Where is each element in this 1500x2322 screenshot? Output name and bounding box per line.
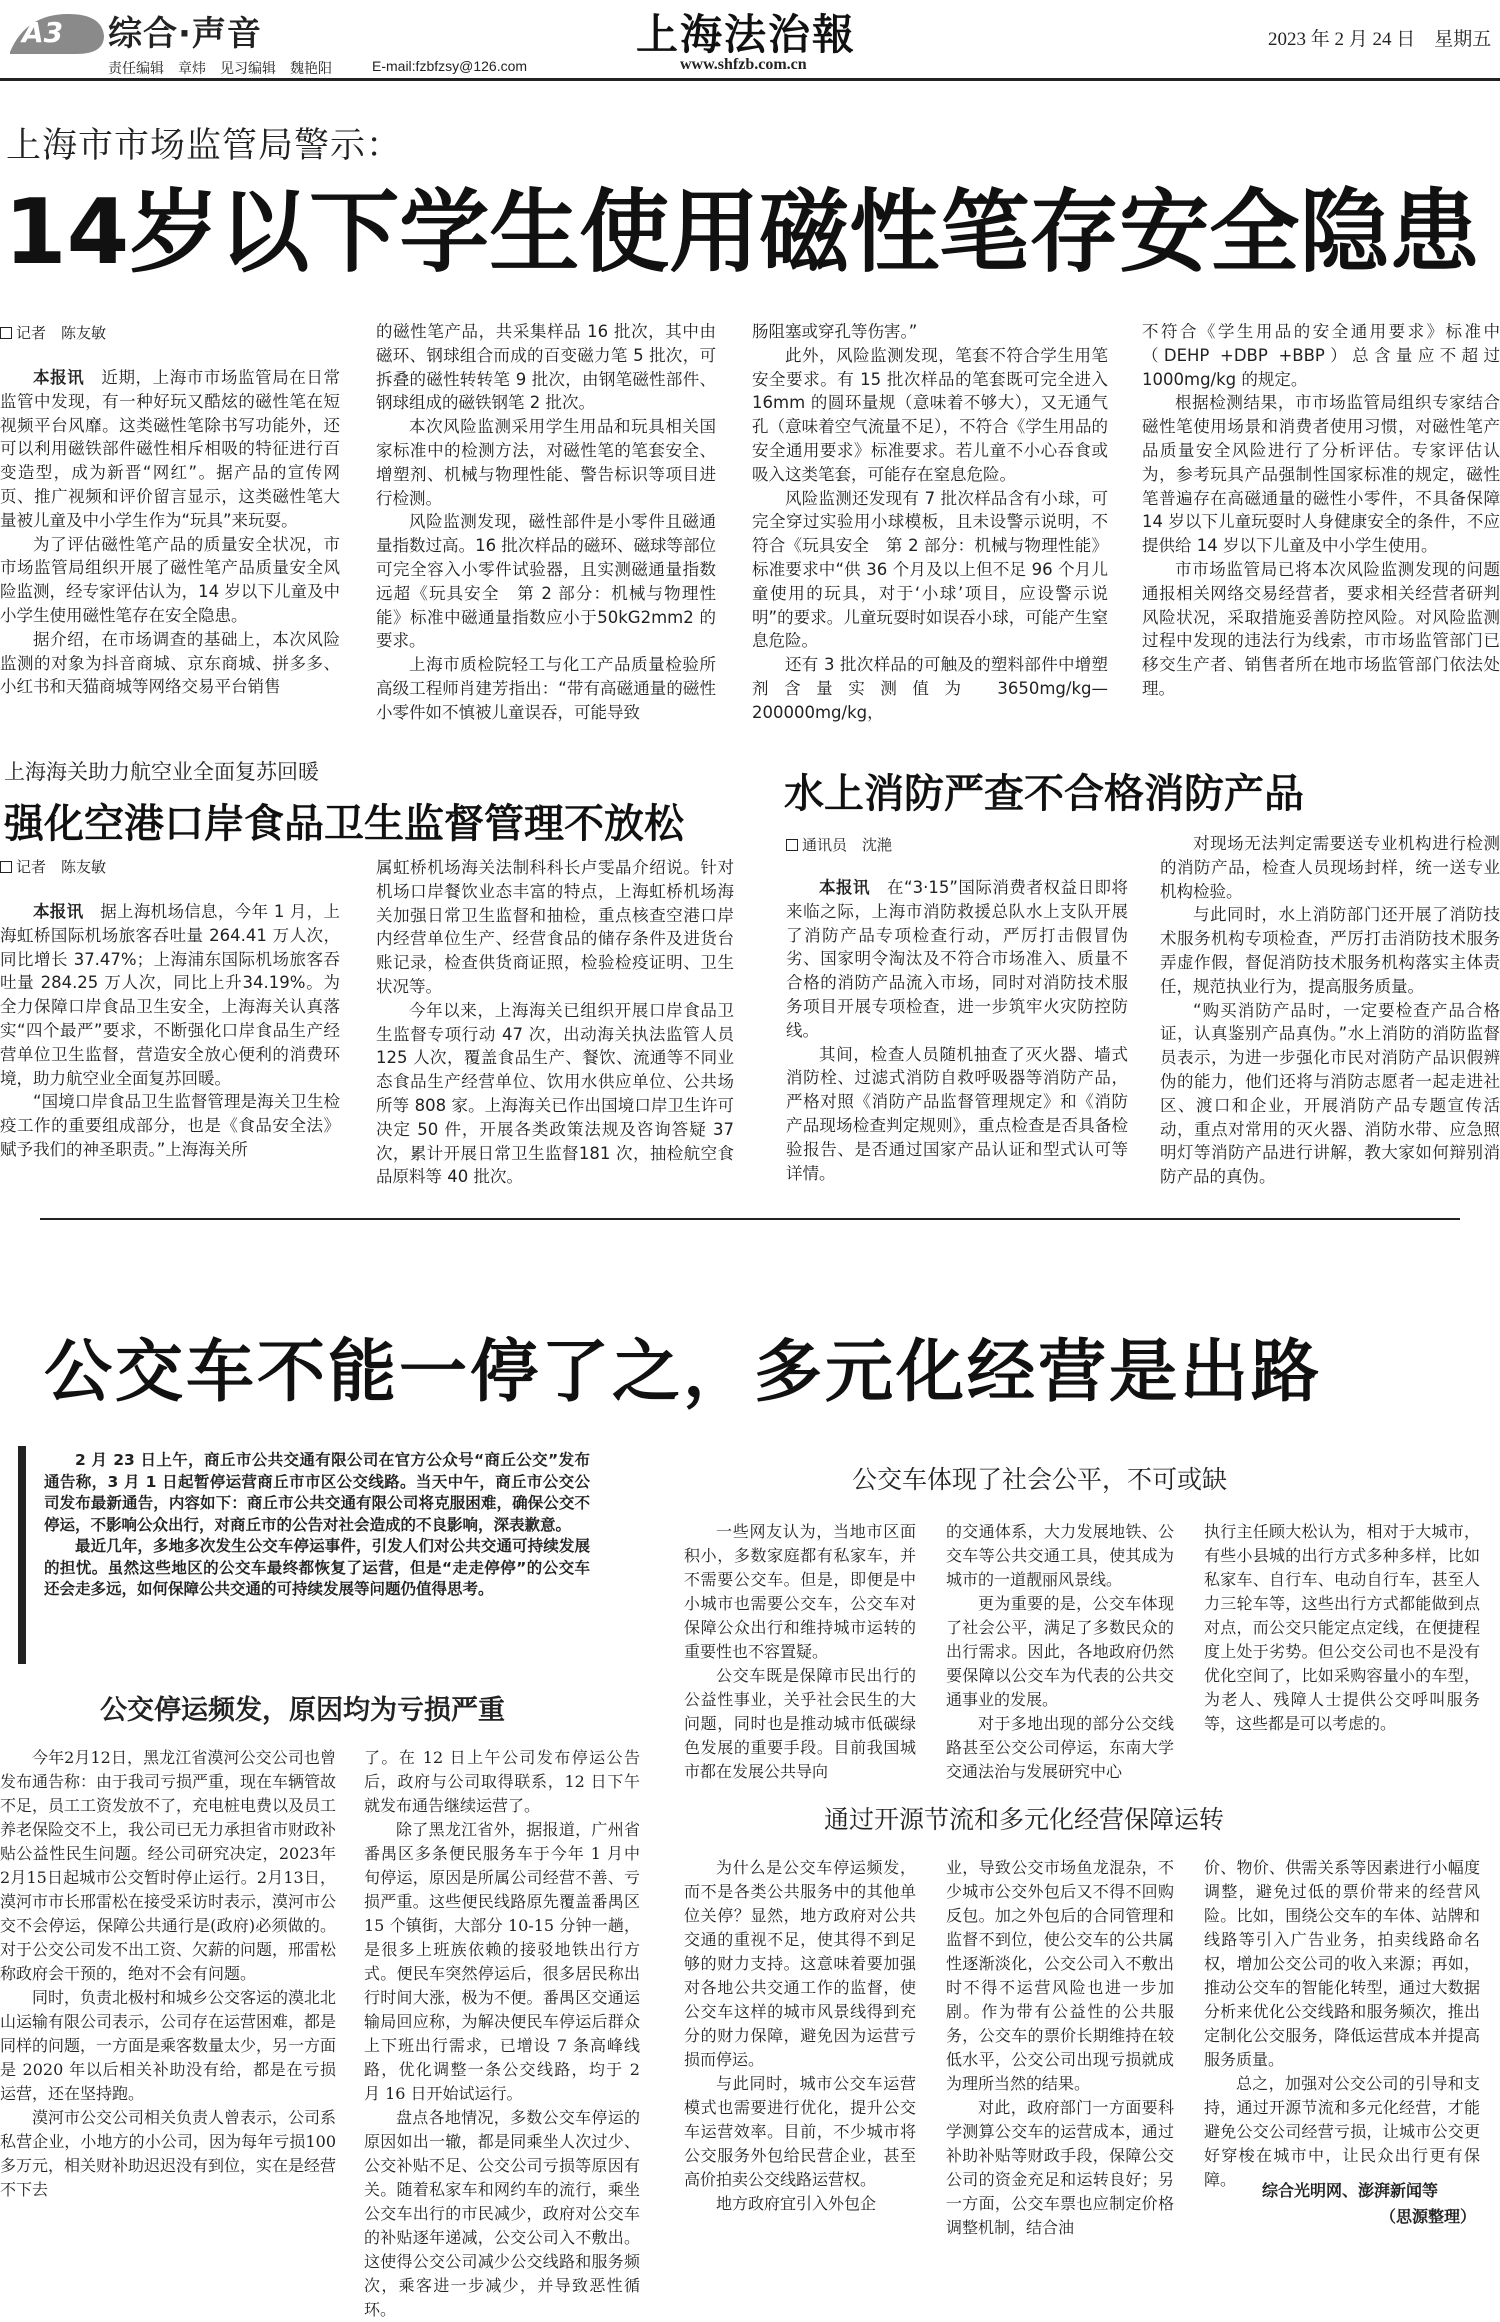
editors: 责任编辑 章炜 见习编辑 魏艳阳 xyxy=(108,61,332,77)
article2-headline: 强化空港口岸食品卫生监督管理不放松 xyxy=(4,801,684,847)
issue-date: 2023 年 2 月 24 日 星期五 xyxy=(1268,29,1492,50)
article4-source: 综合光明网、澎湃新闻等 xyxy=(1262,2181,1439,2200)
page-number: A3 xyxy=(22,16,64,49)
sub3-col1 xyxy=(684,1856,916,2229)
masthead-rule xyxy=(0,78,1500,81)
paragraph-text: 在“3·15”国际消费者权益日即将来临之际，上海市消防救援总队水上支队开展了消防产品专项检查行动，严厉打击假冒伪劣、国家明令淘汰及不符合市场准入、质量不合格的消防产品流入市场，同时对消防技术服务项目开展专项检查，进一步筑牢火灾防控防线。 xyxy=(786,878,1128,1040)
summary-paragraph: 2 月 23 日上午，商丘市公共交通有限公司在官方公众号“商丘公交”发布通告称，3 月 1 日起暂停运营商丘市市区公交线路。当天中午，商丘市公交公司发布最新通告，内容如下：商丘市公共交通有限公司将克服困难，确保公交不停运，不影响公众出行，对商丘市的公告对社会造成的不良影响，深表歉意。 xyxy=(44,1451,590,1534)
paragraph: 的磁性笔产品，共采集样品 16 批次，其中由磁环、钢球组合而成的百变磁力笔 5 批次，可拆叠的磁性转转笔 9 批次，由钢笔磁性部件、钢球组成的磁铁钢笔 2 批次。 xyxy=(376,322,716,413)
paragraph: 盘点各地情况，多数公交车停运的原因如出一辙，都是同乘坐人次过少、公交补贴不足、公交公司亏损等原因有关。随着私家车和网约车的流行，乘坐公交车出行的市民减少，政府对公交车的补贴逐年递减，公交公司入不敷出。这使得公交公司减少公交线路和服务频次，乘客进一步减少，并导致恶性循环。 xyxy=(364,2108,640,2319)
byline-box-icon xyxy=(0,327,12,339)
byline-box-icon xyxy=(0,861,12,873)
paragraph: 与此同时，城市公交车运营模式也需要进行优化，提升公交车运营效率。目前，不少城市将公交服务外包给民营企业，甚至高价拍卖公交线路运营权。 xyxy=(684,2074,916,2189)
article3-col2 xyxy=(1160,832,1500,1187)
article2-col2 xyxy=(376,856,734,1187)
paragraph: 不符合《学生用品的安全通用要求》标准中（DEHP +DBP +BBP）总含量应不超过1000mg/kg 的规定。 xyxy=(1142,322,1500,389)
paragraph: 今年以来，上海海关已组织开展口岸食品卫生监督专项行动 47 次，出动海关执法监管人员 125 人次，覆盖食品生产、餐饮、流通等不同业态食品生产经营单位、饮用水供应单位、公共场所等 808 家。上海海关已作出国境口岸卫生许可决定 50 件，开展各类政策法规及咨询答疑 37 次，累计开展日常卫生监督181 次，抽检航空食品原料等 40 批次。 xyxy=(376,1000,734,1187)
paragraph: 风险监测发现，磁性部件是小零件且磁通量指数过高。16 批次样品的磁环、磁球等部位可完全容入小零件试验器，且实测磁通量指数远超《玩具安全 第 2 部分：机械与物理性能》标准中磁通量指数应小于50kG2mm2 的要求。 xyxy=(376,512,716,651)
sub2-col2 xyxy=(946,1520,1174,1781)
paragraph: 业，导致公交市场鱼龙混杂，不少城市公交外包后又不得不回购反包。加之外包后的合同管理和监督不到位，使公交车的公共属性逐渐淡化，公交公司入不敷出时不得不运营风险也进一步加剧。作为带有公益性的公共服务，公交车的票价长期维持在较低水平，公交公司出现亏损就成为理所当然的结果。 xyxy=(946,1858,1174,2093)
paragraph: 地方政府宜引入外包企 xyxy=(716,2194,877,2213)
website: www.shfzb.com.cn xyxy=(680,56,807,73)
paragraph: 肠阻塞或穿孔等伤害。” xyxy=(752,322,918,341)
article1-col1 xyxy=(0,366,340,726)
article4-source-editor: （思源整理） xyxy=(1380,2207,1477,2226)
paragraph: “购买消防产品时，一定要检查产品合格证，认真鉴别产品真伪。”水上消防的消防监督员表示，为进一步强化市民对消防产品识假辨伪的能力，他们还将与消防志愿者一起走进社区、渡口和企业，开展消防产品专题宣传活动，重点对常用的灭火器、消防水带、应急照明灯等消防产品进行讲解，教大家如何辩别消防产品的真伪。 xyxy=(1160,1000,1500,1187)
article1-col2 xyxy=(376,320,716,726)
article2-byline-text: 记者 陈友敏 xyxy=(16,858,107,876)
paragraph: 同时，负责北极村和城乡公交客运的漠北北山运输有限公司表示，公司存在运营困难，都是同样的问题，一方面是乘客数量太少，另一方面是 2020 年以后相关补助没有给，都是在亏损运营，还在坚持跑。 xyxy=(0,1988,337,2103)
paragraph: 对现场无法判定需要送专业机构进行检测的消防产品，检查人员现场封样，统一送专业机构检验。 xyxy=(1160,834,1500,901)
paragraph: 其间，检查人员随机抽查了灭火器、墙式消防栓、过滤式消防自救呼吸器等消防产品，严格对照《消防产品监督管理规定》和《消防产品现场检查判定规则》，重点检查是否具备检验报告、是否通过国家产品认证和型式认可等详情。 xyxy=(786,1044,1128,1183)
paragraph: 上海市质检院轻工与化工产品质量检验所高级工程师肖建芳指出：“带有高磁通量的磁性小零件如不慎被儿童误吞，可能导致 xyxy=(376,655,716,722)
article1-byline xyxy=(0,322,106,343)
paragraph: 此外，风险监测发现，笔套不符合学生用笔安全要求。有 15 批次样品的笔套既可完全进入 16mm 的圆环量规（意味着不够大），又无通气孔（意味着空气流量不足），不符合《学生用品的安全通用要求》标准要求。若儿童不小心吞食或吸入这类笔套，可能存在窒息危险。 xyxy=(752,345,1108,484)
paragraph xyxy=(0,366,340,533)
byline-box-icon xyxy=(786,839,798,851)
sub2-col3 xyxy=(1204,1520,1480,1766)
paragraph: 了。在 12 日上午公司发布停运公告后，政府与公司取得联系，12 日下午就发布通告继续运营了。 xyxy=(364,1748,640,1815)
article4-headline: 公交车不能一停了之，多元化经营是出路 xyxy=(44,1333,1323,1412)
paragraph: 据介绍，在市场调查的基础上，本次风险监测的对象为抖音商城、京东商城、拼多多、小红书和天猫商城等网络交易平台销售 xyxy=(0,629,340,697)
paragraph: 对于多地出现的部分公交线路甚至公交公司停运，东南大学交通法治与发展研究中心 xyxy=(946,1714,1174,1781)
paragraph: 为了评估磁性笔产品的质量安全状况，市市场监管局组织开展了磁性笔产品质量安全风险监测，经专家评估认为，14 岁以下儿童及中小学生使用磁性笔存在安全隐患。 xyxy=(0,534,340,625)
paragraph xyxy=(0,900,340,1090)
paragraph xyxy=(786,876,1128,1043)
section-name: 综合·声音 xyxy=(108,14,262,54)
article2-byline xyxy=(0,856,106,877)
paragraph: 公交车既是保障市民出行的公益性事业，关乎社会民生的大问题，同时也是推动城市低碳绿色发展的重要手段。目前我国城市都在发展公共导向 xyxy=(684,1666,916,1781)
sub1-col1 xyxy=(0,1746,336,2229)
subhead-2: 公交车体现了社会公平，不可或缺 xyxy=(852,1465,1228,1494)
paragraph: 根据检测结果，市市场监管局组织专家结合磁性笔使用场景和消费者使用习惯，对磁性笔产品质量安全风险进行了分析评估。专家评估认为，参考玩具产品强制性国家标准的规定，磁性笔普遍存在高磁通量的磁性小零件，不具备保障 14 岁以下儿童玩耍时人身健康安全的条件，不应提供给 14 岁以下儿童及中小学生使用。 xyxy=(1142,393,1500,556)
paragraph: 除了黑龙江省外，据报道，广州省番禺区多条便民服务车于今年 1 月中旬停运，原因是所属公司经营不善、亏损严重。这些便民线路原先覆盖番禺区 15 个镇街，大部分 10-15 分钟一趟，是很多上班族依赖的接驳地铁出行方式。便民车突然停运后，很多居民称出行时间大涨，极为不便。番禺区交通运输局回应称，为解决便民车停运后群众上下班出行需求，已增设 7 条高峰线路，优化调整一条公交线路，均于 2 月 16 日开始试运行。 xyxy=(364,1820,640,2103)
lead-label: 本报讯 xyxy=(33,902,84,921)
article3-headline: 水上消防严查不合格消防产品 xyxy=(784,771,1304,817)
email: E-mail:fzbfzsy@126.com xyxy=(372,58,528,74)
article3-byline xyxy=(786,834,892,855)
paragraph: 漠河市公交公司相关负责人曾表示，公司系私营企业，小地方的小公司，因为每年亏损100 多万元，相关财补助迟迟没有到位，实在是经营不下去 xyxy=(0,2108,337,2199)
paragraph: “国境口岸食品卫生监督管理是海关卫生检疫工作的重要组成部分，也是《食品安全法》赋予我们的神圣职责。”上海海关所 xyxy=(0,1092,340,1159)
page-number-badge xyxy=(6,6,106,58)
paragraph: 对此，政府部门一方面要科学测算公交车的运营成本，通过补助补贴等财政手段，保障公交公司的资金充足和运转良好；另一方面，公交车票也应制定价格调整机制，结合油 xyxy=(946,2098,1174,2237)
sub3-col2 xyxy=(946,1856,1174,2237)
subhead-1: 公交停运频发，原因均为亏损严重 xyxy=(100,1695,505,1726)
paragraph: 还有 3 批次样品的可触及的塑料部件中增塑剂含量实测值为 3650mg/kg—200000mg/kg， xyxy=(752,655,1108,722)
sub2-col1 xyxy=(684,1520,916,1781)
article1-col3 xyxy=(752,320,1108,726)
article1-headline: 14岁以下学生使用磁性笔存安全隐患 xyxy=(4,180,1480,285)
subhead-3: 通过开源节流和多元化经营保障运转 xyxy=(824,1805,1225,1834)
article3-col1 xyxy=(786,876,1128,1182)
section-divider xyxy=(40,1218,1460,1220)
lead-label: 本报讯 xyxy=(33,368,85,387)
masthead xyxy=(0,0,1500,80)
paragraph-text: 据上海机场信息，今年 1 月，上海虹桥国际机场旅客吞吐量 264.41 万人次，同比增长 37.47%；上海浦东国际机场旅客吞吐量 284.25 万人次，同比上升34.19%。为全力保障口岸食品卫生安全，上海海关认真落实“四个最严”要求，不断强化口岸食品生产经营单位卫生监督，营造安全放心便利的消费环境，助力航空业全面复苏回暖。 xyxy=(0,902,340,1088)
paragraph: 为什么是公交车停运频发，而不是各类公共服务中的其他单位关停？显然，地方政府对公共交通的重视不足，使其得不到足够的财力支持。这意味着要加强对各地公共交通工作的监督，使公交车这样的城市风景线得到充分的财力保障，避免因为运营亏损而停运。 xyxy=(684,1858,916,2069)
paragraph: 属虹桥机场海关法制科科长卢雯晶介绍说。针对机场口岸餐饮业态丰富的特点，上海虹桥机场海关加强日常卫生监督和抽检，重点核查空港口岸内经营单位生产、经营食品的储存条件及进货台账记录，检查供货商证照，检验检疫证明、卫生状况等。 xyxy=(376,858,734,996)
paragraph: 本次风险监测采用学生用品和玩具相关国家标准中的检测方法，对磁性笔的笔套安全、增塑剂、机械与物理性能、警告标识等项目进行检测。 xyxy=(376,417,716,508)
paper-name: 上海法治報 xyxy=(636,10,857,59)
paragraph: 的交通体系，大力发展地铁、公交车等公共交通工具，使其成为城市的一道靓丽风景线。 xyxy=(946,1522,1174,1589)
paragraph: 今年2月12日，黑龙江省漠河公交公司也曾发布通告称：由于我司亏损严重，现在车辆管故不足，员工工资发放不了，充电桩电费以及员工养老保险交不上，我公司已无力承担省市财政补贴公益性民生问题。经公司研究决定，2023年2月15日起城市公交暂时停止运行。2月13日，漠河市市长邢雷松在接受采访时表示，漠河市公交不会停运，保障公共通行是(政府)必须做的。对于公交公司发不出工资、欠薪的问题，邢雷松称政府会干预的，绝对不会有问题。 xyxy=(0,1748,337,1983)
article1-col4 xyxy=(1142,320,1500,726)
lead-label: 本报讯 xyxy=(819,878,871,897)
paragraph: 一些网友认为，当地市区面积小，多数家庭都有私家车，并不需要公交车。但是，即便是中小城市也需要公交车，公交车对保障公众出行和维持城市运转的重要性也不容置疑。 xyxy=(684,1522,916,1661)
article1-kicker: 上海市市场监管局警示： xyxy=(6,126,403,166)
paragraph: 价、物价、供需关系等因素进行小幅度调整，避免过低的票价带来的经营风险。比如，围绕公交车的车体、站牌和线路等引入广告业务，拍卖线路命名权，增加公交公司的收入来源；再如，推动公交车的智能化转型，通过大数据分析来优化公交线路和服务频次，推出定制化公交服务，降低运营成本并提高服务质量。 xyxy=(1204,1858,1480,2069)
paragraph-text: 近期，上海市市场监管局在日常监管中发现，有一种好玩又酷炫的磁性笔在短视频平台风靡。这类磁性笔除书写功能外，还可以利用磁铁部件磁性相斥相吸的特征进行百变造型，成为新晋“网红”。据产品的宣传网页、推广视频和评价留言显示，这类磁性笔大量被儿童及中小学生作为“玩具”来玩耍。 xyxy=(0,368,341,530)
paragraph: 执行主任顾大松认为，相对于大城市，有些小县城的出行方式多种多样，比如私家车、自行车、电动自行车，甚至人力三轮车等，这些出行方式都能做到点对点，而公交只能定点定线，在便捷程度上处于劣势。但公交公司也不是没有优化空间了，比如采购容量小的车型，为老人、残障人士提供公交呼叫服务等，这些都是可以考虑的。 xyxy=(1204,1522,1480,1733)
summary-box xyxy=(18,1446,590,1664)
article2-col1 xyxy=(0,900,340,1182)
article1-byline-text: 记者 陈友敏 xyxy=(16,324,107,342)
paragraph: 市市场监管局已将本次风险监测发现的问题通报相关网络交易经营者，要求相关经营者研判风险状况，采取措施妥善防控风险。对风险监测过程中发现的违法行为线索，市市场监管部门已移交生产者、销售者所在地市场监管部门依法处理。 xyxy=(1142,559,1500,698)
paragraph: 总之，加强对公交公司的引导和支持，通过开源节流和多元化经营，才能避免公交公司经营亏损，让城市公交更好穿梭在城市中，让民众出行更有保障。 xyxy=(1204,2074,1480,2189)
summary-paragraph: 最近几年，多地多次发生公交车停运事件，引发人们对公共交通可持续发展的担忧。虽然这些地区的公交车最终都恢复了运营，但是“走走停停”的公交车还会走多远，如何保障公共交通的可持续发展等问题仍值得思考。 xyxy=(44,1537,590,1598)
article2-kicker: 上海海关助力航空业全面复苏回暖 xyxy=(4,760,319,784)
sub3-col3 xyxy=(1204,1856,1480,2189)
paragraph: 与此同时，水上消防部门还开展了消防技术服务机构专项检查，严厉打击消防技术服务弄虚作假，督促消防技术服务机构落实主体责任，规范执业行为，提高服务质量。 xyxy=(1160,905,1500,996)
sub1-col2 xyxy=(364,1746,640,2319)
article3-byline-text: 通讯员 沈滟 xyxy=(802,836,893,854)
paragraph: 风险监测还发现有 7 批次样品含有小球，可完全穿过实验用小球模板，且未设警示说明，不符合《玩具安全 第 2 部分：机械与物理性能》标准要求中“供 36 个月及以上但不足 96 个月儿童使用的玩具，对于‘小球’项目，应设警示说明”的要求。儿童玩耍时如误吞小球，可能产生窒息危险。 xyxy=(752,488,1108,651)
paragraph: 更为重要的是，公交车体现了社会公平，满足了多数民众的出行需求。因此，各地政府仍然要保障以公交车为代表的公共交通事业的发展。 xyxy=(946,1594,1174,1709)
